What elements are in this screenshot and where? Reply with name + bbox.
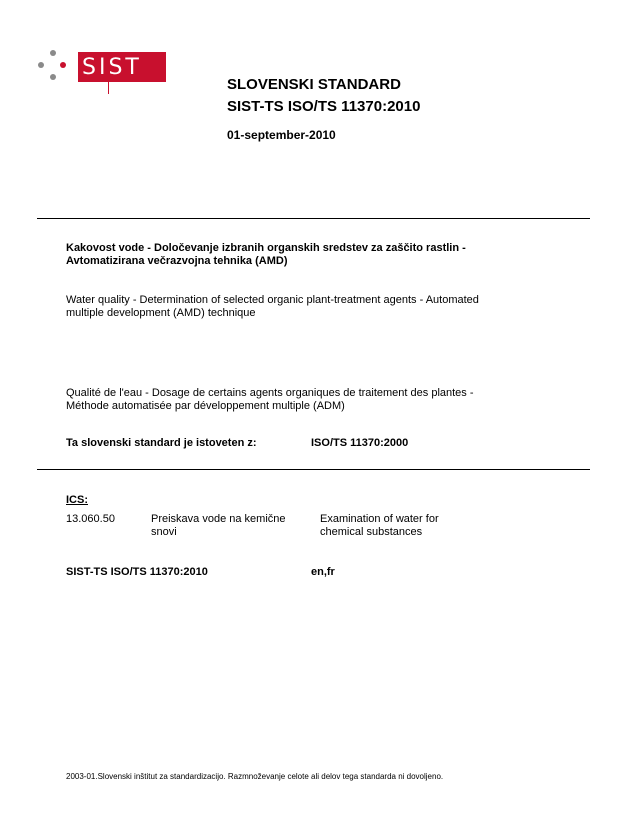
logo-dot [50,50,56,56]
ics-english-line1: Examination of water for [320,513,439,525]
title-slovenian-line2: Avtomatizirana večrazvojna tehnika (AMD) [66,255,288,267]
ics-english-line2: chemical substances [320,526,423,538]
publication-date: 01-september-2010 [227,128,336,142]
logo-text: SIST [82,55,142,80]
identity-label: Ta slovenski standard je istoveten z: [66,437,257,449]
title-french-line2: Méthode automatisée par développement multiple (ADM) [66,400,345,412]
identity-value: ISO/TS 11370:2000 [311,437,409,449]
ics-code: 13.060.50 [66,513,115,525]
title-slovenian-line1: Kakovost vode - Določevanje izbranih organskih sredstev za zaščito rastlin - [66,242,466,254]
ics-heading: ICS: [66,494,88,506]
copyright-footer: 2003-01.Slovenski inštitut za standardizacijo. Razmnoževanje celote ali delov tega standarda ni dovoljeno. [66,772,444,781]
title-english-line2: multiple development (AMD) technique [66,307,256,319]
standard-designation: SIST-TS ISO/TS 11370:2010 [227,98,421,115]
logo-dot [38,62,44,68]
logo-dot [50,74,56,80]
title-french-line1: Qualité de l'eau - Dosage de certains agents organiques de traitement des plantes - [66,387,474,399]
top-divider [37,218,590,219]
bottom-divider [37,469,590,470]
title-english-line1: Water quality - Determination of selected organic plant-treatment agents - Automated [66,294,479,306]
ics-slovenian-line2: snovi [151,526,177,538]
designation-languages: en,fr [311,566,335,578]
sist-logo [36,52,166,94]
logo-dot [60,62,66,68]
designation-code: SIST-TS ISO/TS 11370:2010 [66,566,208,578]
ics-slovenian-line1: Preiskava vode na kemične [151,513,286,525]
standard-type: SLOVENSKI STANDARD [227,76,401,93]
